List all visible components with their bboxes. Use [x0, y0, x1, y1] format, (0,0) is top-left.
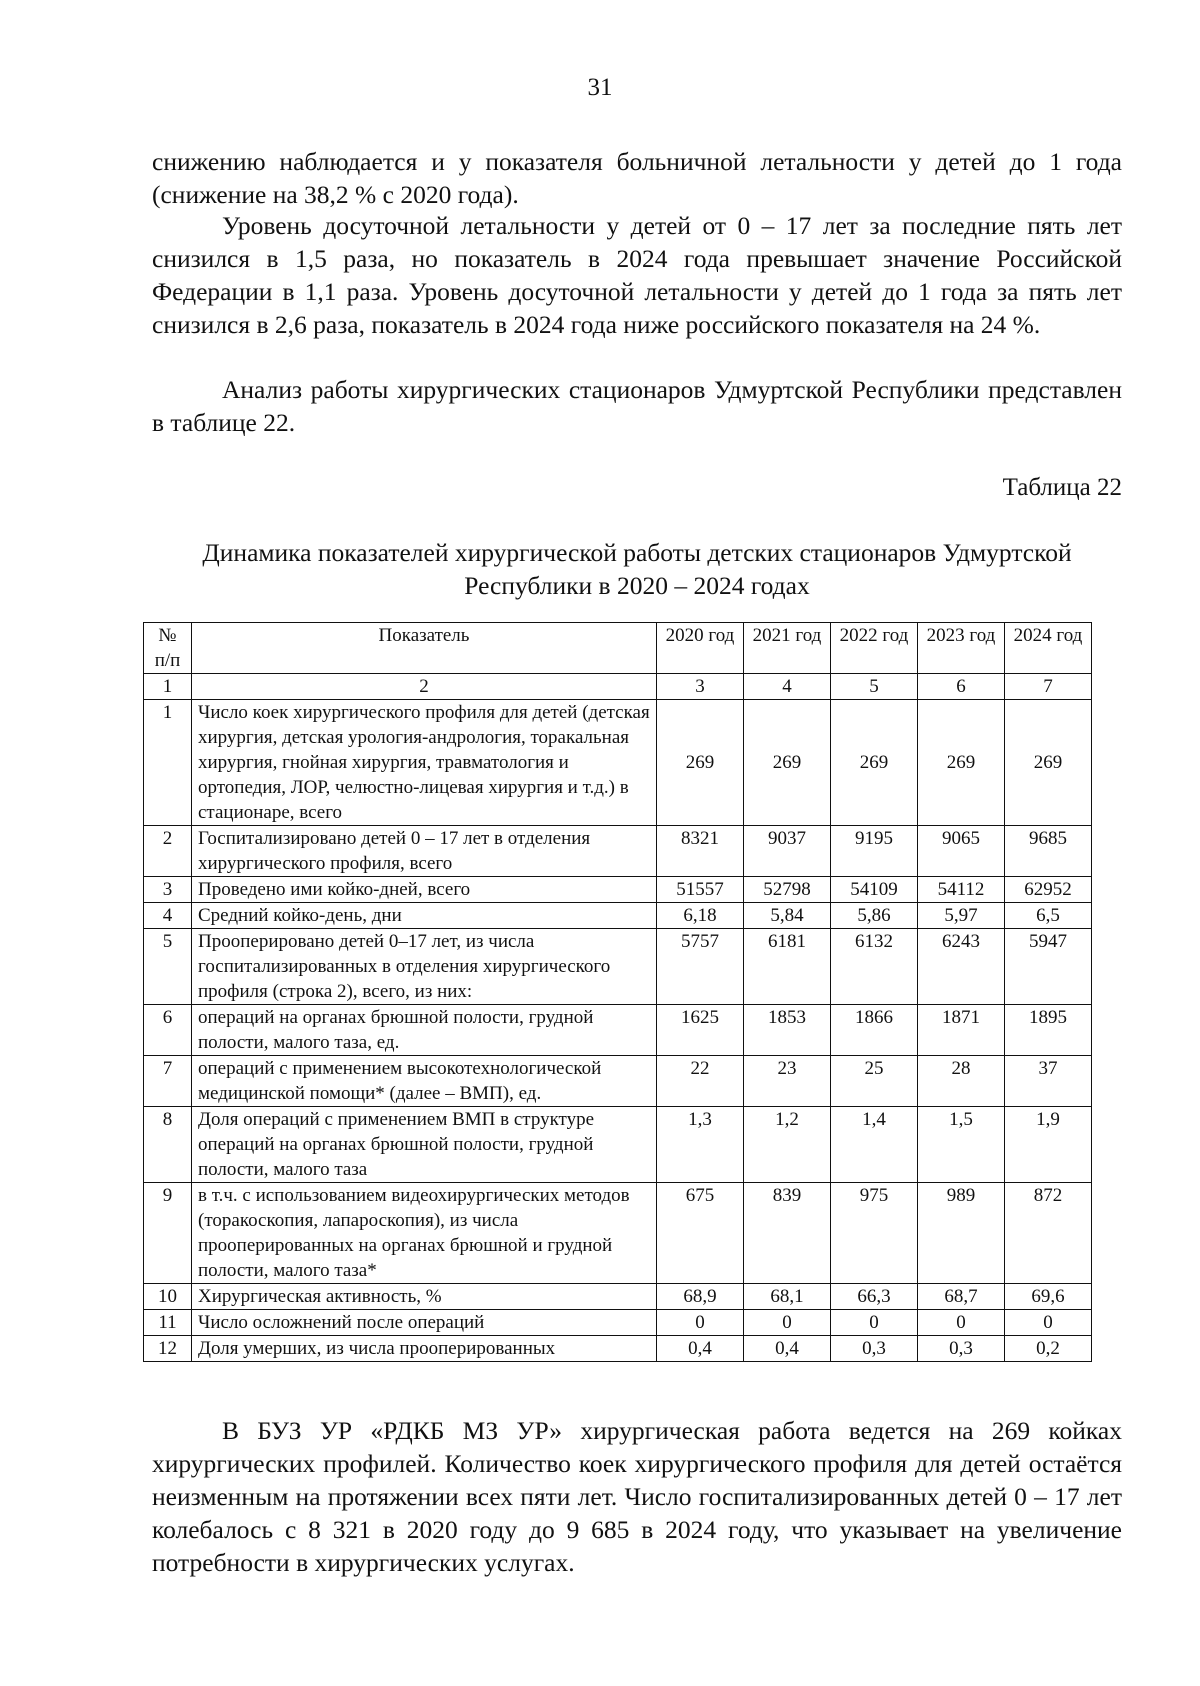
- row-number: 1: [144, 700, 192, 826]
- table-header-row: [144, 623, 1092, 674]
- table-row: [144, 1005, 1092, 1056]
- row-number: 9: [144, 1183, 192, 1284]
- row-indicator: в т.ч. с использованием видеохирургических методов (торакоскопия, лапароскопия), из числа прооперированных на органах брюшной и грудной полости, малого таза*: [192, 1183, 657, 1284]
- header-year-2021: 2021 год: [744, 623, 831, 674]
- header-indicator: Показатель: [192, 623, 657, 674]
- header-year-2023: 2023 год: [918, 623, 1005, 674]
- row-indicator: Число коек хирургического профиля для детей (детская хирургия, детская урология-андрология, торакальная хирургия, гнойная хирургия, травматология и ортопедия, ЛОР, челюстно-лицевая хирургия и т.д.) в стационаре, всего: [192, 700, 657, 826]
- row-value-2023: 0,3: [918, 1336, 1005, 1362]
- row-value-2020: 269: [657, 700, 744, 826]
- row-indicator: Число осложнений после операций: [192, 1310, 657, 1336]
- column-index: 4: [744, 674, 831, 700]
- table-row: [144, 1284, 1092, 1310]
- table-caption: Динамика показателей хирургической работы детских стационаров Удмуртской Республики в 2020 – 2024 годах: [202, 538, 1072, 600]
- row-value-2023: 68,7: [918, 1284, 1005, 1310]
- table-row: [144, 1056, 1092, 1107]
- row-indicator: операций на органах брюшной полости, грудной полости, малого таза, ед.: [192, 1005, 657, 1056]
- row-indicator: операций с применением высокотехнологической медицинской помощи* (далее – ВМП), ед.: [192, 1056, 657, 1107]
- row-value-2023: 0: [918, 1310, 1005, 1336]
- header-year-2024: 2024 год: [1005, 623, 1092, 674]
- row-value-2021: 23: [744, 1056, 831, 1107]
- row-value-2024: 6,5: [1005, 903, 1092, 929]
- table-row: [144, 1183, 1092, 1284]
- row-indicator: Госпитализировано детей 0 – 17 лет в отделения хирургического профиля, всего: [192, 826, 657, 877]
- row-number: 8: [144, 1107, 192, 1183]
- row-indicator: Проведено ими койко-дней, всего: [192, 877, 657, 903]
- row-value-2020: 675: [657, 1183, 744, 1284]
- row-value-2024: 62952: [1005, 877, 1092, 903]
- column-index: 3: [657, 674, 744, 700]
- row-value-2020: 8321: [657, 826, 744, 877]
- row-number: 12: [144, 1336, 192, 1362]
- row-indicator: Средний койко-день, дни: [192, 903, 657, 929]
- column-index: 1: [144, 674, 192, 700]
- row-value-2021: 0: [744, 1310, 831, 1336]
- header-no: № п/п: [144, 623, 192, 674]
- row-value-2024: 69,6: [1005, 1284, 1092, 1310]
- row-indicator: Доля умерших, из числа прооперированных: [192, 1336, 657, 1362]
- column-index: 5: [831, 674, 918, 700]
- row-value-2024: 1,9: [1005, 1107, 1092, 1183]
- row-value-2022: 5,86: [831, 903, 918, 929]
- row-value-2020: 1625: [657, 1005, 744, 1056]
- row-value-2021: 1,2: [744, 1107, 831, 1183]
- row-value-2021: 9037: [744, 826, 831, 877]
- row-value-2023: 28: [918, 1056, 1005, 1107]
- column-index-row: [144, 674, 1092, 700]
- row-value-2022: 9195: [831, 826, 918, 877]
- table-row: [144, 929, 1092, 1005]
- row-value-2023: 5,97: [918, 903, 1005, 929]
- row-value-2023: 54112: [918, 877, 1005, 903]
- table-row: [144, 1336, 1092, 1362]
- row-value-2023: 6243: [918, 929, 1005, 1005]
- row-value-2021: 52798: [744, 877, 831, 903]
- row-value-2022: 6132: [831, 929, 918, 1005]
- paragraph-mortality: Уровень досуточной летальности у детей от 0 – 17 лет за последние пять лет снизился в 1,5 раза, но показатель в 2024 года превышает значение Российской Федерации в 1,1 раза. Уровень досуточной летальности у детей до 1 года за пять лет снизился в 2,6 раза, показатель в 2024 года ниже российского показателя на 24 %.: [152, 211, 1122, 339]
- row-value-2020: 1,3: [657, 1107, 744, 1183]
- row-value-2024: 9685: [1005, 826, 1092, 877]
- row-number: 6: [144, 1005, 192, 1056]
- row-value-2021: 5,84: [744, 903, 831, 929]
- row-value-2023: 269: [918, 700, 1005, 826]
- table-row: [144, 903, 1092, 929]
- row-value-2020: 68,9: [657, 1284, 744, 1310]
- row-number: 7: [144, 1056, 192, 1107]
- row-value-2022: 0,3: [831, 1336, 918, 1362]
- paragraph-analysis: Анализ работы хирургических стационаров Удмуртской Республики представлен в таблице 22.: [152, 375, 1122, 437]
- row-value-2022: 269: [831, 700, 918, 826]
- paragraph-intro: снижению наблюдается и у показателя больничной летальности у детей до 1 года (снижение на 38,2 % с 2020 года).: [152, 147, 1122, 209]
- page-number: 31: [587, 74, 613, 101]
- table-row: [144, 826, 1092, 877]
- header-year-2020: 2020 год: [657, 623, 744, 674]
- row-value-2021: 1853: [744, 1005, 831, 1056]
- row-value-2022: 0: [831, 1310, 918, 1336]
- row-value-2023: 1871: [918, 1005, 1005, 1056]
- row-value-2022: 975: [831, 1183, 918, 1284]
- row-number: 3: [144, 877, 192, 903]
- row-value-2021: 269: [744, 700, 831, 826]
- row-value-2024: 269: [1005, 700, 1092, 826]
- table-row: [144, 1310, 1092, 1336]
- table-row: [144, 700, 1092, 826]
- row-value-2020: 51557: [657, 877, 744, 903]
- row-value-2022: 1866: [831, 1005, 918, 1056]
- row-value-2022: 1,4: [831, 1107, 918, 1183]
- row-indicator: Хирургическая активность, %: [192, 1284, 657, 1310]
- row-value-2022: 54109: [831, 877, 918, 903]
- row-value-2023: 989: [918, 1183, 1005, 1284]
- column-index: 2: [192, 674, 657, 700]
- row-value-2022: 66,3: [831, 1284, 918, 1310]
- row-value-2024: 872: [1005, 1183, 1092, 1284]
- row-value-2024: 5947: [1005, 929, 1092, 1005]
- row-number: 5: [144, 929, 192, 1005]
- row-value-2021: 68,1: [744, 1284, 831, 1310]
- row-number: 10: [144, 1284, 192, 1310]
- row-value-2024: 1895: [1005, 1005, 1092, 1056]
- header-year-2022: 2022 год: [831, 623, 918, 674]
- column-index: 7: [1005, 674, 1092, 700]
- row-value-2020: 5757: [657, 929, 744, 1005]
- row-value-2020: 0,4: [657, 1336, 744, 1362]
- column-index: 6: [918, 674, 1005, 700]
- row-indicator: Прооперировано детей 0–17 лет, из числа госпитализированных в отделения хирургического профиля (строка 2), всего, из них:: [192, 929, 657, 1005]
- row-value-2020: 22: [657, 1056, 744, 1107]
- row-value-2020: 6,18: [657, 903, 744, 929]
- table-row: [144, 1107, 1092, 1183]
- row-number: 11: [144, 1310, 192, 1336]
- row-value-2020: 0: [657, 1310, 744, 1336]
- row-value-2023: 9065: [918, 826, 1005, 877]
- table-label: Таблица 22: [1002, 474, 1122, 501]
- row-value-2023: 1,5: [918, 1107, 1005, 1183]
- row-value-2021: 839: [744, 1183, 831, 1284]
- row-value-2024: 37: [1005, 1056, 1092, 1107]
- row-value-2022: 25: [831, 1056, 918, 1107]
- row-number: 4: [144, 903, 192, 929]
- row-value-2024: 0: [1005, 1310, 1092, 1336]
- paragraph-conclusion: В БУЗ УР «РДКБ МЗ УР» хирургическая работа ведется на 269 койках хирургических профилей. Количество коек хирургического профиля для детей остаётся неизменным на протяжении всех пяти лет. Число госпитализированных детей 0 – 17 лет колебалось с 8 321 в 2020 году до 9 685 в 2024 году, что указывает на увеличение потребности в хирургических услугах.: [152, 1416, 1122, 1577]
- row-value-2021: 0,4: [744, 1336, 831, 1362]
- row-number: 2: [144, 826, 192, 877]
- row-indicator: Доля операций с применением ВМП в структуре операций на органах брюшной полости, грудной полости, малого таза: [192, 1107, 657, 1183]
- row-value-2021: 6181: [744, 929, 831, 1005]
- surgery-indicators-table: [143, 622, 1092, 1362]
- row-value-2024: 0,2: [1005, 1336, 1092, 1362]
- table-row: [144, 877, 1092, 903]
